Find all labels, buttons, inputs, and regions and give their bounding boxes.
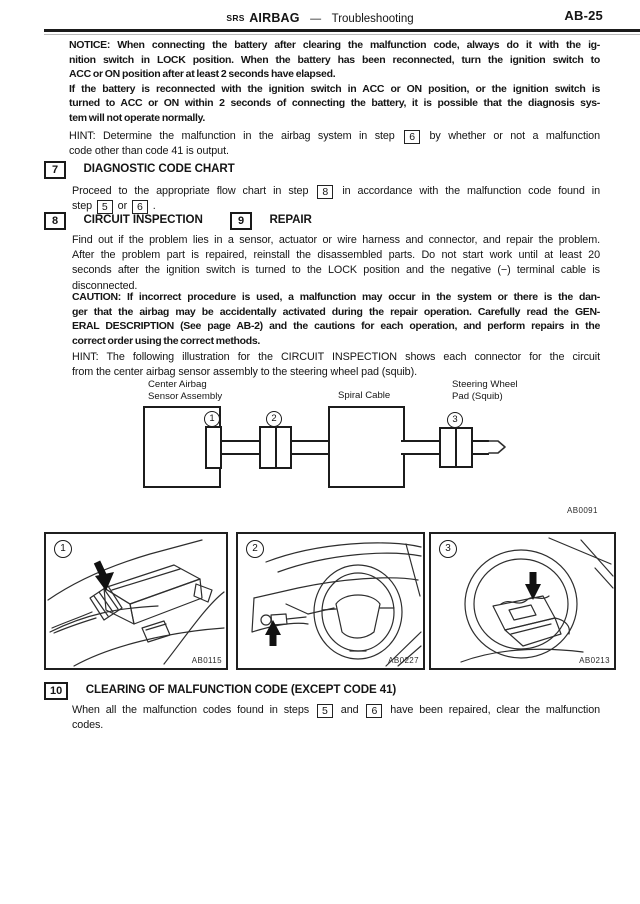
step8-line: disconnected. bbox=[72, 279, 138, 292]
panel-1-callout: 1 bbox=[54, 540, 72, 558]
notice-line: turned to ACC or ON within 2 seconds of connecting the battery, it is possible that the diagnosis sys- bbox=[69, 97, 600, 110]
hint-line: code other than code 41 is output. bbox=[69, 145, 229, 158]
wire-segment bbox=[288, 440, 330, 455]
hint-line: HINT: The following illustration for the CIRCUIT INSPECTION shows each connector for the circuit bbox=[72, 351, 600, 363]
step-ref-box: 5 bbox=[317, 704, 333, 718]
label-center-airbag-sensor bbox=[148, 379, 222, 402]
connector-1-block bbox=[205, 426, 222, 469]
step8-line: Find out if the problem lies in a sensor, actuator or wire harness and connector, and repair the problem. bbox=[72, 234, 600, 246]
label-line: Steering Wheel bbox=[452, 379, 518, 390]
connector-1-callout: 1 bbox=[204, 411, 220, 427]
label-spiral-cable: Spiral Cable bbox=[338, 390, 391, 401]
step8-title: CIRCUIT INSPECTION bbox=[83, 213, 203, 226]
header-section: Troubleshooting bbox=[331, 13, 414, 25]
step10-text: have been repaired, clear the malfunction bbox=[390, 704, 601, 716]
header-doc-type: SRS bbox=[226, 13, 245, 23]
step10-heading bbox=[44, 681, 396, 700]
hint-text: HINT: Determine the malfunction in the airbag system in step bbox=[69, 130, 395, 142]
step-ref-box: 6 bbox=[366, 704, 382, 718]
step10-line: codes. bbox=[72, 719, 104, 732]
spiral-cable-box bbox=[328, 406, 405, 488]
wire-segment bbox=[401, 440, 441, 455]
wire-break-symbol bbox=[488, 436, 508, 458]
notice-line: nition switch in LOCK position. When the battery has been reconnected, turn the ignition switch to bbox=[69, 53, 600, 66]
connector-2-callout: 2 bbox=[266, 411, 282, 427]
step10-number-box: 10 bbox=[44, 682, 68, 700]
panel-2-callout: 2 bbox=[246, 540, 264, 558]
step8-line: After the problem part is repaired, reinstall the disassembled parts. Do not start work until at least 20 bbox=[72, 249, 600, 262]
step10-line bbox=[72, 703, 600, 718]
header-title: AIRBAG bbox=[249, 11, 300, 25]
steering-pad-squib-drawing bbox=[431, 534, 614, 668]
dash-steering-wheel-drawing bbox=[238, 534, 423, 668]
step8-line: seconds after the ignition switch is turned to the LOCK position and the negative (−) terminal cable is bbox=[72, 264, 600, 277]
page-number: AB-25 bbox=[564, 8, 603, 23]
step7-text: in accordance with the malfunction code found in bbox=[342, 185, 600, 197]
wire-segment bbox=[217, 440, 263, 455]
step7-text: or bbox=[117, 200, 128, 213]
step7-text: . bbox=[152, 200, 156, 213]
label-steering-wheel-pad bbox=[452, 379, 518, 402]
step-ref-box: 8 bbox=[317, 185, 333, 199]
notice-line: ACC or ON position after at least 2 seconds have elapsed. bbox=[69, 68, 336, 81]
step9-number-box: 9 bbox=[230, 212, 252, 230]
step7-number-box: 7 bbox=[44, 161, 66, 179]
step10-text: When all the malfunction codes found in steps bbox=[72, 704, 310, 716]
caution-line: correct order using the correct methods. bbox=[72, 334, 261, 347]
illustration-connector-3 bbox=[429, 532, 616, 670]
notice-line: NOTICE: When connecting the battery after clearing the malfunction code, always do it with the ig- bbox=[69, 39, 600, 51]
step10-title: CLEARING OF MALFUNCTION CODE (EXCEPT CODE 41) bbox=[85, 683, 397, 696]
notice-line: tem will not operate normally. bbox=[69, 111, 206, 124]
panel-3-callout: 3 bbox=[439, 540, 457, 558]
step8-number-box: 8 bbox=[44, 212, 66, 230]
hint-line: from the center airbag sensor assembly to the steering wheel pad (squib). bbox=[72, 366, 417, 379]
notice-line: If the battery is reconnected with the ignition switch in ACC or ON position, or the ignition switch is bbox=[69, 82, 600, 95]
header-separator: — bbox=[310, 13, 322, 25]
connector-3-block bbox=[439, 427, 473, 468]
illustration-connector-2 bbox=[236, 532, 425, 670]
step7-title: DIAGNOSTIC CODE CHART bbox=[83, 162, 235, 175]
sensor-assembly-drawing bbox=[46, 534, 226, 668]
label-line: Center Airbag bbox=[148, 379, 207, 390]
caution-line: ger that the airbag may be accidentally activated during the repair operation. Carefully read the GEN- bbox=[72, 305, 600, 318]
panel-1-figure-code: AB0115 bbox=[191, 656, 222, 665]
step-ref-box: 6 bbox=[132, 200, 148, 214]
illustration-connector-1 bbox=[44, 532, 228, 670]
step9-title: REPAIR bbox=[269, 213, 312, 226]
step7-text: step bbox=[72, 200, 93, 213]
step-ref-box: 6 bbox=[404, 130, 420, 144]
step-ref-box: 5 bbox=[97, 200, 113, 214]
figure-code: AB0091 bbox=[567, 506, 598, 515]
caution-line: CAUTION: If incorrect procedure is used, a malfunction may occur in the system or there is the dan- bbox=[72, 291, 600, 303]
label-line: Sensor Assembly bbox=[148, 390, 223, 402]
connector-3-callout: 3 bbox=[447, 412, 463, 428]
step10-body bbox=[72, 703, 600, 733]
panel-2-figure-code: AB0227 bbox=[388, 656, 419, 665]
step10-text: and bbox=[340, 704, 359, 716]
label-line: Pad (Squib) bbox=[452, 390, 503, 402]
panel-3-figure-code: AB0213 bbox=[579, 656, 610, 665]
connector-2-block bbox=[259, 426, 292, 469]
caution-line: ERAL DESCRIPTION (See page AB-2) and the cautions for each operation, and perform repairs in the bbox=[72, 320, 600, 333]
hint-text: by whether or not a malfunction bbox=[429, 130, 600, 142]
step7-text: Proceed to the appropriate flow chart in step bbox=[72, 185, 309, 197]
